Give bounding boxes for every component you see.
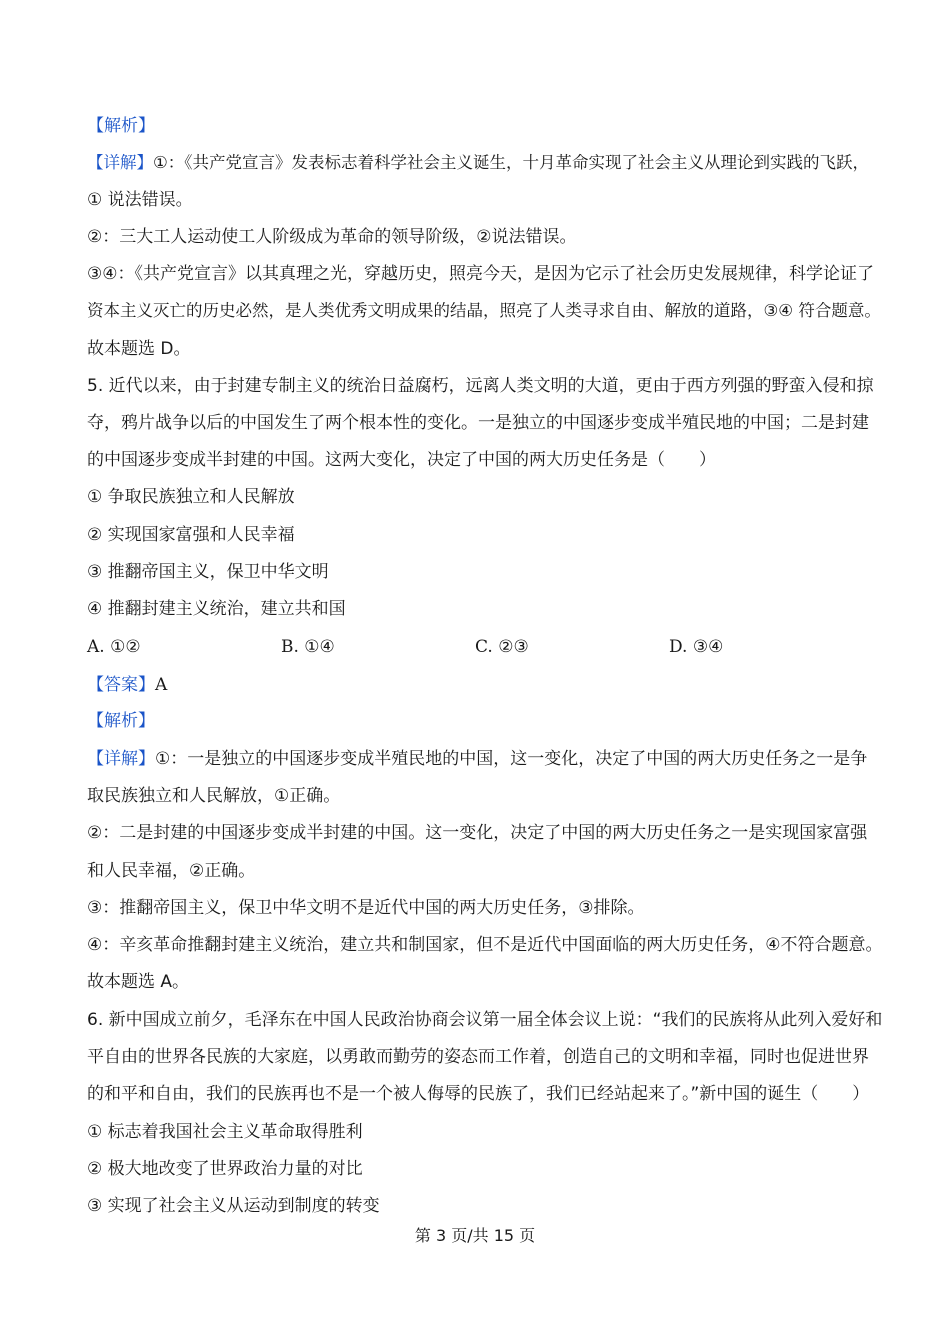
- question-6-stem: 平自由的世界各民族的大家庭，以勇敢而勤劳的姿态而工作着，创造自己的文明和幸福，同时也促进世界: [87, 1047, 869, 1067]
- statement-item: ③ 推翻帝国主义，保卫中华文明: [87, 562, 329, 582]
- question-5-stem: 夺，鸦片战争以后的中国发生了两个根本性的变化。一是独立的中国逐步变成半殖民地的中国；二是封建: [87, 413, 869, 433]
- question-5-stem: 的中国逐步变成半封建的中国。这两大变化，决定了中国的两大历史任务是（ ）: [87, 450, 716, 470]
- question-6-stem: 的和平和自由，我们的民族再也不是一个被人侮辱的民族了，我们已经站起来了。”新中国的诞生（ ）: [87, 1084, 870, 1104]
- statement-item: ④ 推翻封建主义统治，建立共和国: [87, 599, 346, 619]
- page-footer: 第 3 页/共 15 页: [414, 1226, 536, 1245]
- text-line: 取民族独立和人民解放，①正确。: [87, 786, 341, 806]
- text-line: 资本主义灭亡的历史必然，是人类优秀文明成果的结晶，照亮了人类寻求自由、解放的道路，③④ 符合题意。: [87, 301, 881, 320]
- question-5-stem: 5. 近代以来，由于封建专制主义的统治日益腐朽，远离人类文明的大道，更由于西方列强的野蛮入侵和掠: [87, 376, 874, 396]
- option-a: A. ①②: [87, 637, 141, 657]
- question-6-stem: 6. 新中国成立前夕，毛泽东在中国人民政治协商会议第一届全体会议上说：“我们的民族将从此列入爱好和: [87, 1010, 883, 1030]
- statement-item: ① 标志着我国社会主义革命取得胜利: [87, 1122, 363, 1142]
- detail-paragraph: 【详解】①：《共产党宣言》发表标志着科学社会主义诞生，十月革命实现了社会主义从理论到实践的飞跃，: [87, 153, 870, 172]
- detail-paragraph: 【详解】①：一是独立的中国逐步变成半殖民地的中国，这一变化，决定了中国的两大历史任务之一是争: [87, 749, 868, 769]
- statement-item: ③ 实现了社会主义从运动到制度的转变: [87, 1196, 380, 1216]
- statement-item: ② 极大地改变了世界政治力量的对比: [87, 1159, 363, 1179]
- answer-line: 【答案】A: [87, 675, 168, 695]
- analysis-heading: 【解析】: [87, 116, 155, 136]
- option-d: D. ③④: [669, 637, 724, 657]
- text-line: ②：二是封建的中国逐步变成半封建的中国。这一变化，决定了中国的两大历史任务之一是实现国家富强: [87, 823, 868, 843]
- analysis-heading: 【解析】: [87, 711, 155, 731]
- statement-item: ② 实现国家富强和人民幸福: [87, 525, 295, 545]
- text-line: 故本题选 D。: [87, 339, 191, 359]
- text-line: ③④：《共产党宣言》以其真理之光，穿越历史，照亮今天，是因为它示了社会历史发展规律，科学论证了: [87, 264, 874, 284]
- text-line: ① 说法错误。: [87, 190, 193, 210]
- text-line: ②：三大工人运动使工人阶级成为革命的领导阶级，②说法错误。: [87, 227, 577, 247]
- text-line: ③：推翻帝国主义，保卫中华文明不是近代中国的两大历史任务，③排除。: [87, 898, 645, 918]
- option-b: B. ①④: [281, 637, 335, 657]
- text-line: 和人民幸福，②正确。: [87, 861, 256, 881]
- text-line: 故本题选 A。: [87, 972, 190, 992]
- option-c: C. ②③: [475, 637, 529, 657]
- statement-item: ① 争取民族独立和人民解放: [87, 487, 295, 507]
- text-line: ④：辛亥革命推翻封建主义统治，建立共和制国家，但不是近代中国面临的两大历史任务，④不符合题意。: [87, 935, 883, 955]
